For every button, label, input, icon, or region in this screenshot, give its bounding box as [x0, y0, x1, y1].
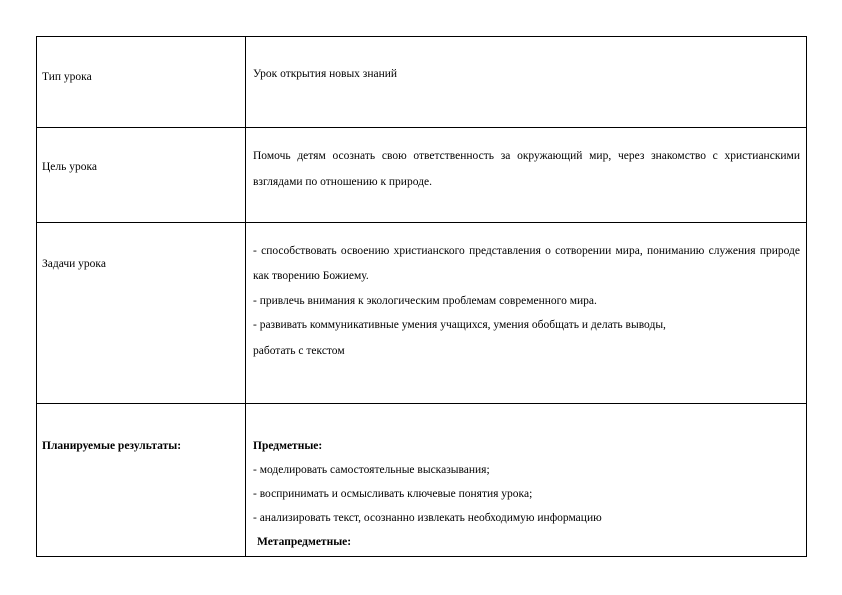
lesson-type-label: Тип урока [42, 71, 92, 83]
result-item: - воспринимать и осмысливать ключевые понятия урока; [253, 488, 533, 500]
meta-results-heading: Метапредметные: [257, 536, 352, 548]
lesson-goal-label: Цель урока [42, 161, 98, 173]
lesson-tasks-label: Задачи урока [42, 258, 106, 270]
task-item: - развивать коммуникативные умения учащихся, умения обобщать и делать выводы, [253, 319, 666, 331]
result-item: - анализировать текст, осознанно извлекать необходимую информацию [253, 512, 602, 524]
row-label-cell [37, 128, 246, 223]
table-row [37, 404, 807, 557]
lesson-plan-table [36, 36, 807, 557]
task-item: работать с текстом [253, 345, 345, 357]
lesson-type-value: Урок открытия новых знаний [253, 68, 398, 80]
table-row [37, 128, 807, 223]
row-content-cell [246, 37, 807, 128]
row-label-cell [37, 37, 246, 128]
task-item: - привлечь внимания к экологическим проблемам современного мира. [253, 295, 597, 307]
subject-results-heading: Предметные: [253, 440, 323, 452]
table-row [37, 37, 807, 128]
lesson-goal-value: Помочь детям осознать свою ответственность за окружающий мир, через знакомство с христианскими взглядами по отношению к природе. [253, 150, 800, 188]
task-item: - способствовать освоению христианского представления о сотворении мира, пониманию служения природе как творению Божиему. [253, 245, 800, 282]
row-label-cell [37, 223, 246, 404]
row-content-cell [246, 128, 807, 223]
table-row [37, 223, 807, 404]
row-content-cell [246, 223, 807, 404]
result-item: - моделировать самостоятельные высказывания; [253, 464, 490, 476]
planned-results-label: Планируемые результаты: [42, 440, 182, 452]
row-content-cell [246, 404, 807, 557]
row-label-cell [37, 404, 246, 557]
